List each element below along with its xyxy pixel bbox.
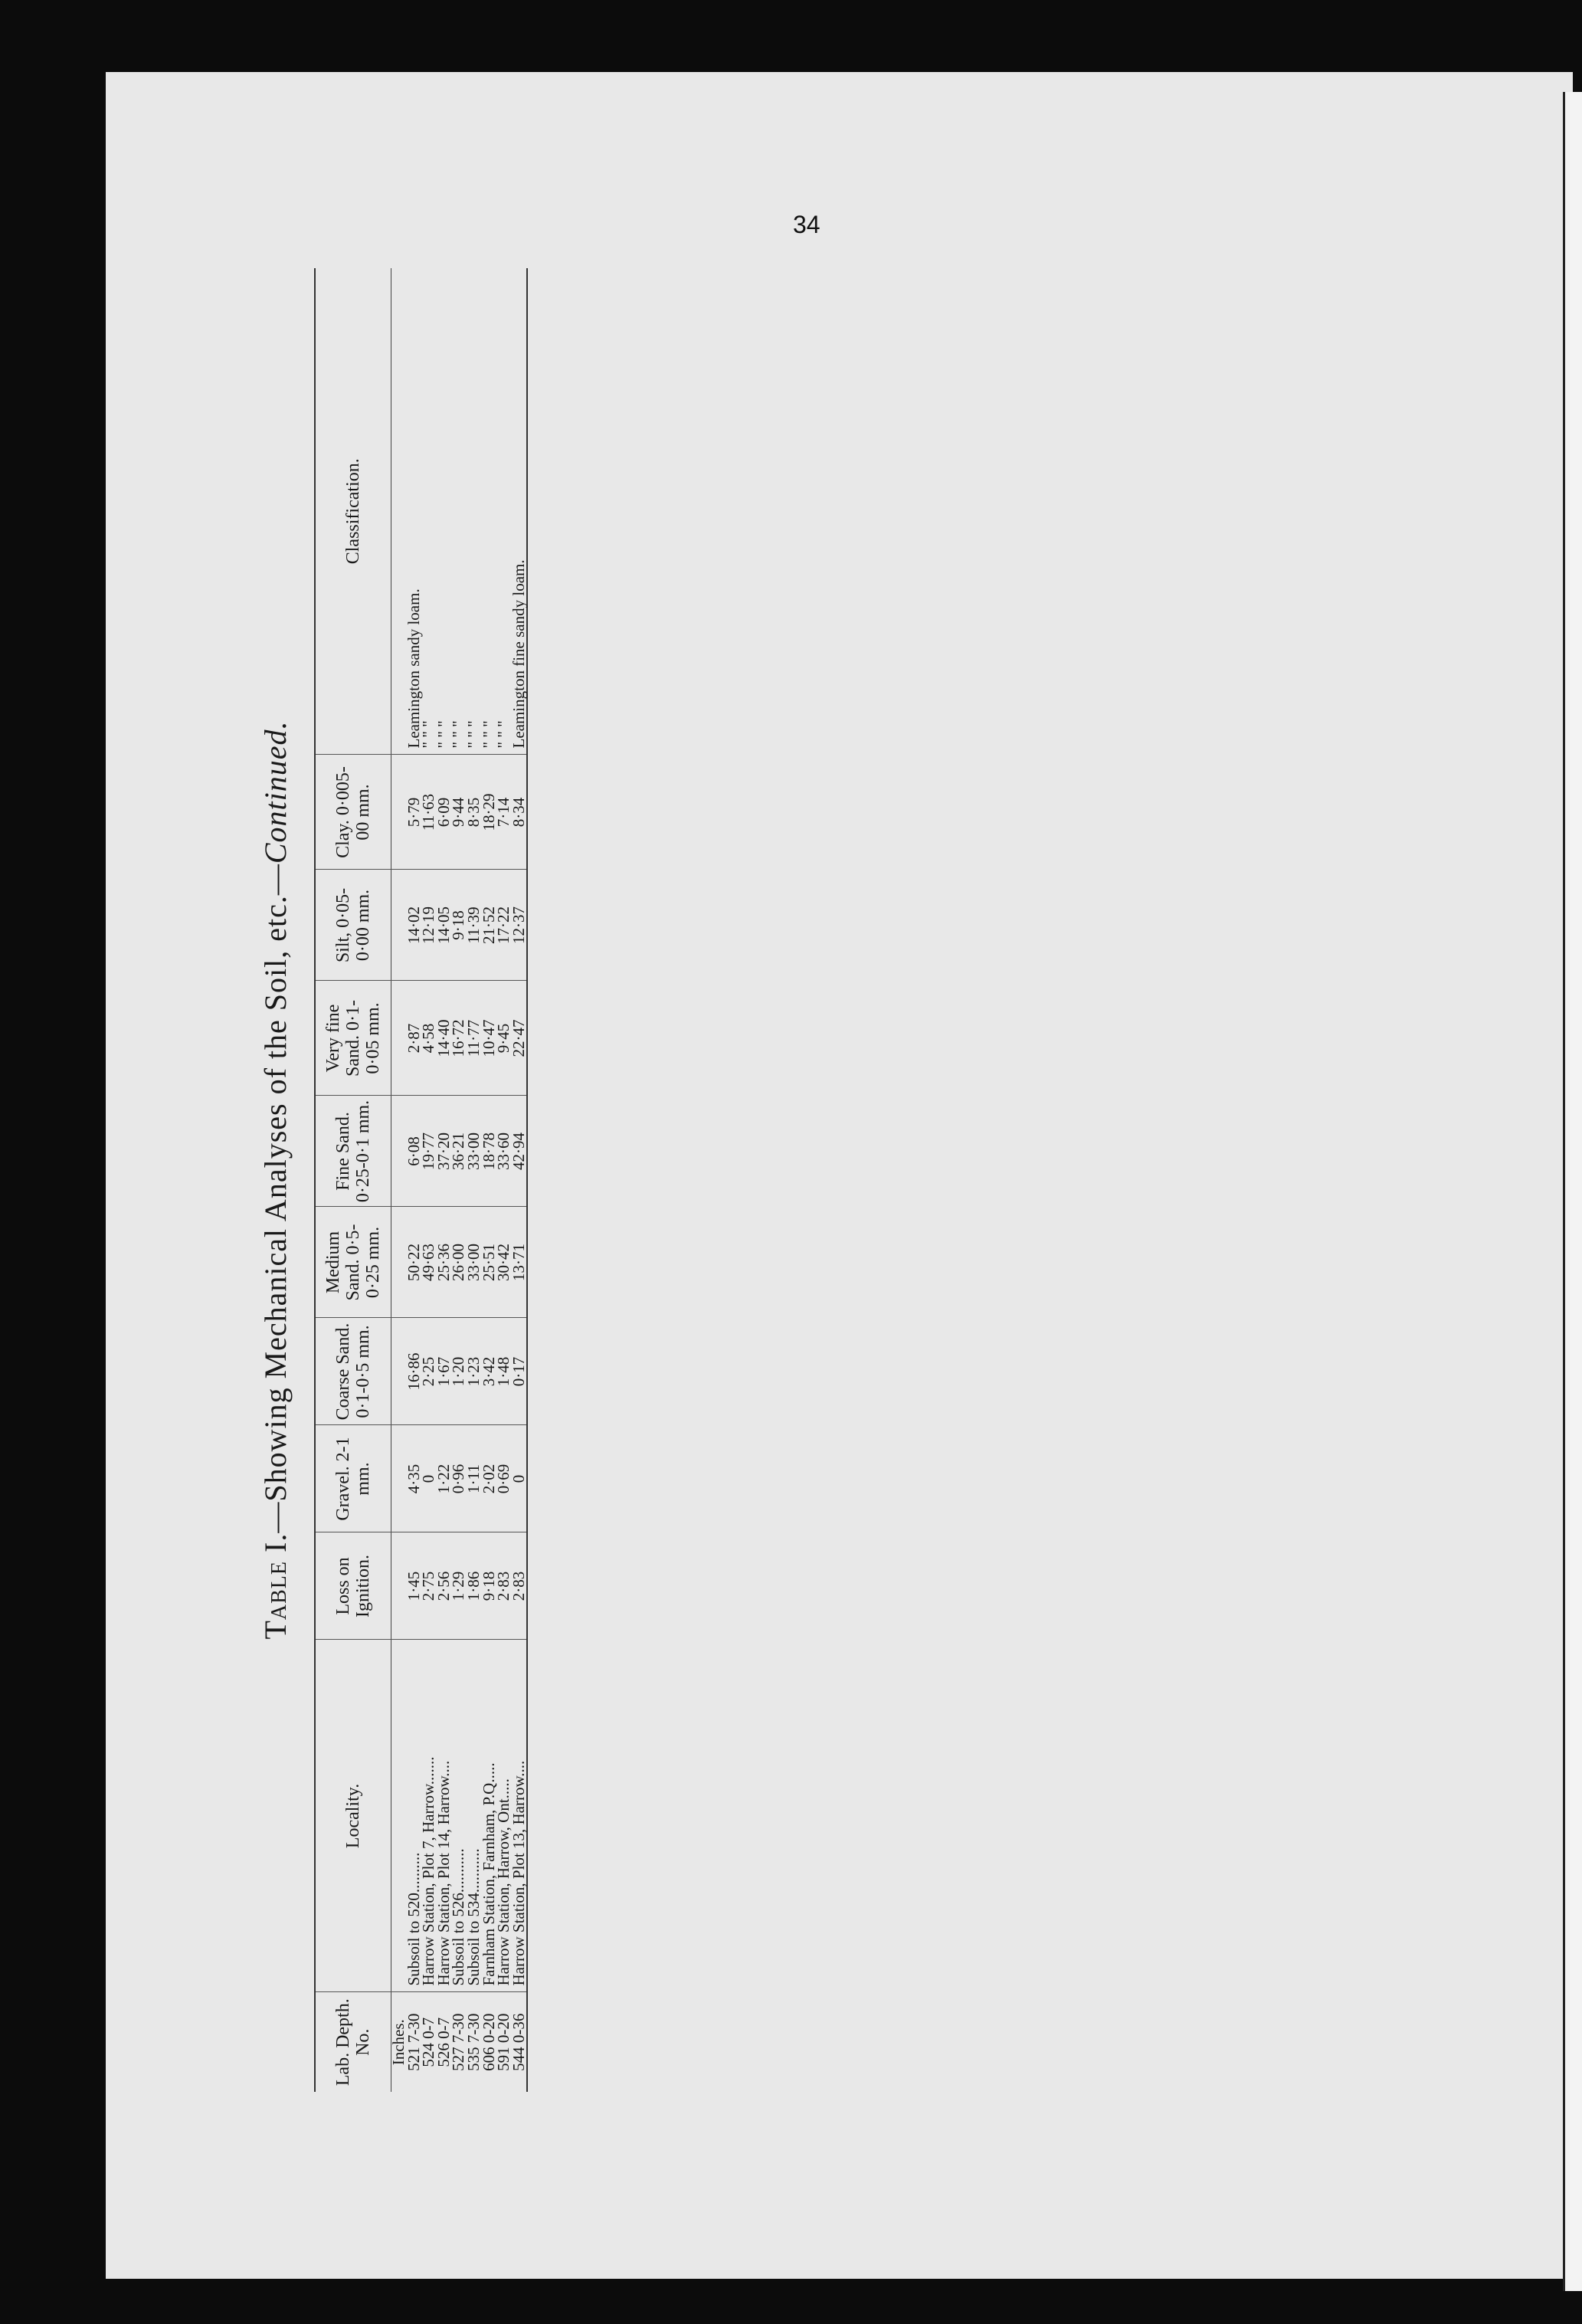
gravel-cell: 4·35 0 1·22 0·96 1·11 2·02 0·69 0 (391, 1425, 528, 1532)
loss-cell: 1·45 2·75 2·56 1·29 1·86 9·18 2·83 2·83 (391, 1532, 528, 1640)
header-coarse-sand: Coarse Sand. 0·1-0·5 mm. (315, 1318, 391, 1425)
locality-entry: Harrow Station, Plot 7, Harrow....... (419, 1756, 438, 1986)
header-gravel: Gravel. 2-1 mm. (315, 1425, 391, 1532)
fine-sand-cell: 6·08 19·77 37·20 36·21 33·00 18·78 33·60 42·94 (391, 1096, 528, 1207)
header-clay: Clay. 0·005-00 mm. (315, 755, 391, 870)
header-silt: Silt, 0·05-0·00 mm. (315, 870, 391, 981)
table-header-row (315, 268, 391, 2092)
medium-sand-cell: 50·22 49·63 25·36 26·00 33·00 25·51 30·42 13·71 (391, 1207, 528, 1318)
locality-entry: Subsoil to 526........... (449, 1848, 468, 1986)
header-loss: Loss on Ignition. (315, 1532, 391, 1640)
coarse-sand-cell: 16·86 2·25 1·67 1·20 1·23 3·42 1·48 0·17 (391, 1318, 528, 1425)
silt-cell: 14·02 12·19 14·05 9·18 11·39 21·52 17·22 12·37 (391, 870, 528, 981)
header-classification: Classification. (315, 268, 391, 755)
locality-entry: Harrow Station, Harrow, Ont..... (494, 1778, 513, 1986)
units-label: Inches. (389, 2019, 408, 2066)
locality-cell (391, 1640, 528, 1992)
next-page-edge (1563, 92, 1582, 2291)
locality-entry: Harrow Station, Plot 14, Harrow.... (434, 1760, 453, 1986)
table-title-text: I.—Showing Mechanical Analyses of the Soil, etc.— (258, 864, 293, 1552)
classification-cell: Leamington sandy loam. " " " " " " " " " " " " " " " " " " Leamington fine sandy loam. (391, 268, 528, 755)
header-lab-depth: Lab. Depth. No. (333, 1998, 373, 2086)
header-locality: Locality. (315, 1640, 391, 1992)
soil-analysis-table (314, 268, 528, 2092)
table-title-prefix: Table (258, 1560, 293, 1640)
locality-entry: Subsoil to 534........... (463, 1848, 483, 1986)
locality-entry: Subsoil to 520.......... (404, 1852, 423, 1986)
table-title-continued: Continued. (258, 720, 293, 864)
lab-depth-cell: Inches. 521 7-30 524 0-7 526 0-7 527 7-30 535 7-30 606 0-20 591 0-20 544 0-36 (391, 1992, 528, 2092)
table-title (253, 268, 299, 2092)
very-fine-sand-cell: 2·87 4·58 14·40 16·72 11·77 10·47 9·45 22·47 (391, 981, 528, 1096)
clay-cell: 5·79 11·63 6·09 9·44 8·35 18·29 7·14 8·34 (391, 755, 528, 870)
header-very-fine-sand: Very fine Sand. 0·1-0·05 mm. (315, 981, 391, 1096)
rotated-table-block (253, 268, 667, 2092)
header-medium-sand: Medium Sand. 0·5-0·25 mm. (315, 1207, 391, 1318)
locality-entry: Harrow Station, Plot 13, Harrow.... (509, 1760, 528, 1986)
table-body-row (391, 268, 528, 2092)
locality-entry: Farnham Station, Farnham, P.Q..... (479, 1762, 498, 1986)
page-number: 34 (793, 211, 820, 238)
header-fine-sand: Fine Sand. 0·25-0·1 mm. (315, 1096, 391, 1207)
